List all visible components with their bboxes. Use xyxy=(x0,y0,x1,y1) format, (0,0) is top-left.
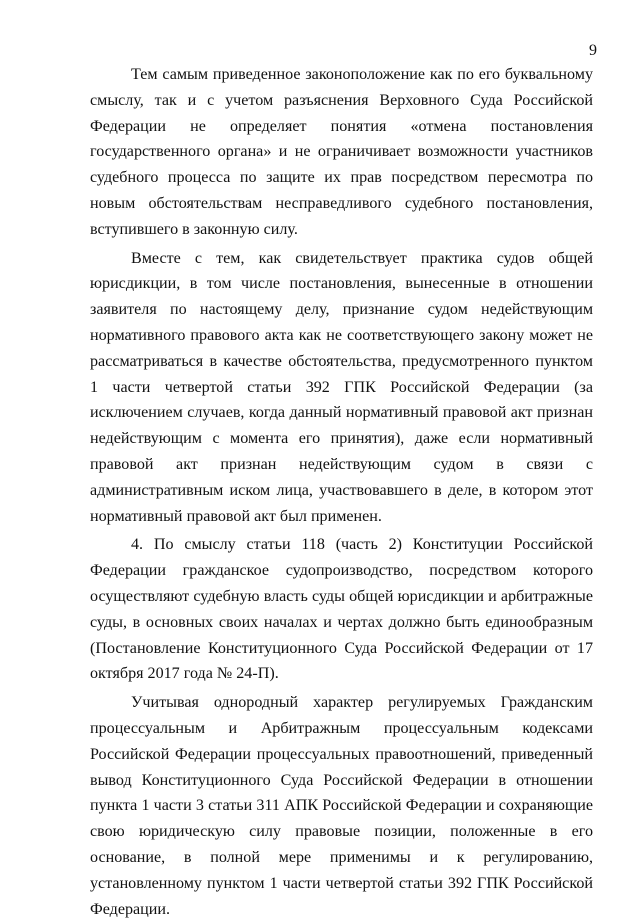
paragraph-3-section-4: 4. По смыслу статьи 118 (часть 2) Конституции Российской Федерации гражданское судопроизводство, посредством которого осуществляют судебную власть суды общей юрисдикции и арбитражные суды, в основных своих началах и чертах должно быть единообразным (Постановление Конституционного Суда Российской Федерации от 17 октября 2017 года № 24-П). xyxy=(90,536,593,683)
paragraph-1: Тем самым приведенное законоположение как по его буквальному смыслу, так и с учетом разъяснения Верховного Суда Российской Федерации не определяет понятия «отмена постановления государственного органа» и не ограничивает возможности участников судебного процесса по защите их прав посредством пересмотра по новым обстоятельствам несправедливого судебного постановления, вступившего в законную силу. xyxy=(90,66,593,238)
page-number: 9 xyxy=(589,42,597,59)
paragraph-4: Учитывая однородный характер регулируемых Гражданским процессуальным и Арбитражным процессуальным кодексами Российской Федерации процессуальных правоотношений, приведенный вывод Конституционного Суда Российской Федерации в отношении пункта 1 части 3 статьи 311 АПК Российской Федерации и сохраняющие свою юридическую силу правовые позиции, положенные в его основание, в полной мере применимы и к регулированию, установленному пунктом 1 части четвертой статьи 392 ГПК Российской Федерации. xyxy=(90,694,593,918)
document-body xyxy=(90,62,593,922)
paragraph-2: Вместе с тем, как свидетельствует практика судов общей юрисдикции, в том числе постановления, вынесенные в отношении заявителя по настоящему делу, признание судом недействующим нормативного правового акта как не соответствующего закону может не рассматриваться в качестве обстоятельства, предусмотренного пунктом 1 части четвертой статьи 392 ГПК Российской Федерации (за исключением случаев, когда данный нормативный правовой акт признан недействующим с момента его принятия), даже если нормативный правовой акт признан недействующим судом в связи с административным иском лица, участвовавшего в деле, в котором этот нормативный правовой акт был применен. xyxy=(90,249,593,525)
